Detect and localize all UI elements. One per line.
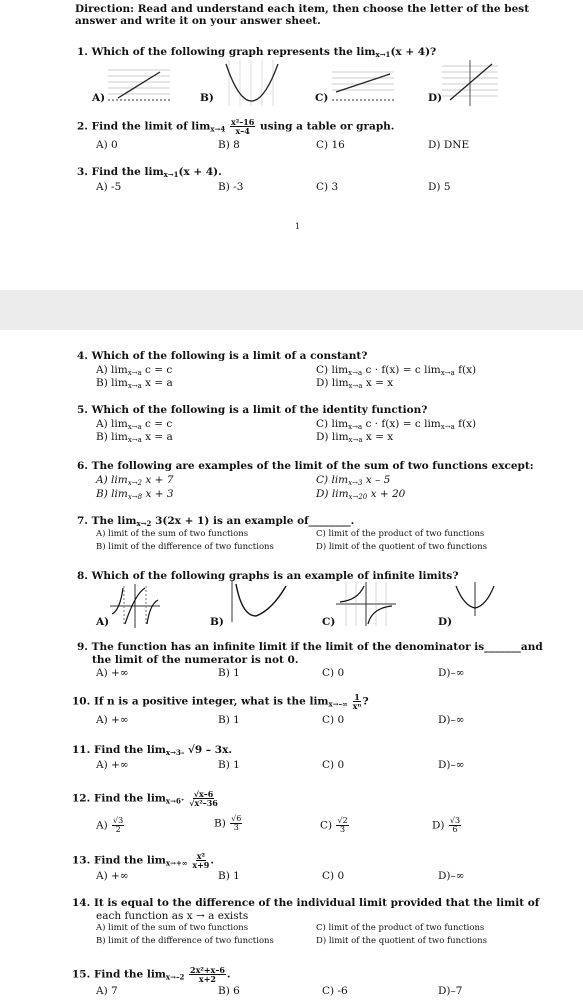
q6-text: The following are examples of the limit of the sum of two functions — [91, 460, 488, 472]
q13-sub: x→+∞ — [165, 858, 188, 868]
q12-a-frac — [112, 817, 124, 834]
q3-post: (x + 4). — [178, 166, 222, 178]
q3-number: 3. — [77, 166, 88, 178]
q15-fden: x+2 — [198, 974, 216, 984]
q6-except: except: — [491, 460, 534, 472]
q4-b-tail: x = a — [141, 377, 173, 389]
q12-c-label: C) — [320, 819, 333, 832]
q8-graph-b — [228, 580, 288, 622]
q14-option-b[interactable]: B) limit of the difference of two functions — [96, 936, 274, 946]
q5-a-sub: x→a — [127, 423, 142, 431]
q5-b-tail: x = a — [141, 431, 173, 443]
q1-option-d[interactable]: D) — [428, 92, 443, 104]
question-3 — [77, 166, 222, 179]
q2-option-d[interactable]: D) DNE — [428, 139, 470, 151]
q7-option-c[interactable]: C) limit of the product of two functions — [316, 529, 485, 539]
q7-post: 3(2x + 1) is an example of________. — [155, 515, 355, 527]
q13-option-a[interactable]: A) +∞ — [96, 870, 129, 882]
q15-option-b[interactable]: B) 6 — [218, 985, 240, 997]
page-1 — [0, 0, 583, 290]
q13-option-b[interactable]: B) 1 — [218, 870, 240, 882]
q10-fden: xⁿ — [352, 701, 362, 711]
q12-pre: Find the lim — [93, 792, 166, 805]
q2-option-b[interactable]: B) 8 — [218, 139, 240, 151]
q11-option-c[interactable]: C) 0 — [322, 759, 345, 771]
q9-option-d[interactable]: D)–∞ — [438, 667, 465, 679]
q4-c-sub: x→a — [348, 369, 363, 377]
q12-a-label: A) — [96, 819, 108, 832]
question-4 — [77, 350, 367, 362]
q5-c-mid: c · f(x) = c lim — [362, 418, 441, 430]
q4-d-sub: x→a — [348, 382, 363, 390]
q10-pre: If n is a positive integer, what is the lim — [93, 695, 329, 708]
q4-a-sub: x→a — [127, 369, 142, 377]
q13-fden: x+9 — [192, 860, 210, 870]
q5-option-d[interactable] — [316, 431, 393, 444]
question-10 — [72, 693, 369, 710]
q4-d-lim: D) lim — [316, 377, 349, 389]
q4-option-c[interactable] — [316, 364, 476, 377]
q14-option-a[interactable]: A) limit of the sum of two functions — [96, 923, 249, 933]
q8-graph-d — [452, 582, 498, 616]
q12-option-a[interactable] — [96, 817, 125, 834]
q12-c-num: √2 — [337, 816, 348, 825]
q1-option-a[interactable]: A) — [92, 92, 106, 104]
q5-option-b[interactable] — [96, 431, 173, 444]
q1-option-b[interactable]: B) — [200, 92, 214, 104]
q3-option-d[interactable]: D) 5 — [428, 181, 451, 193]
question-13 — [72, 852, 214, 869]
q5-d-sub: x→a — [348, 436, 363, 444]
q4-b-lim: B) lim — [96, 377, 128, 389]
q11-option-a[interactable]: A) +∞ — [96, 759, 129, 771]
q7-sub: x→2 — [136, 519, 152, 528]
q14-line1: It is equal to the difference of the individual limit provided that the limit of — [93, 897, 540, 909]
question-7 — [77, 515, 354, 528]
question-12 — [72, 790, 219, 807]
q6-d: D) lim — [316, 488, 349, 500]
question-11 — [72, 744, 232, 757]
q3-option-a[interactable]: A) -5 — [96, 181, 122, 193]
q6-btail: x + 3 — [142, 488, 174, 500]
q3-sub: x→1 — [163, 170, 179, 179]
q8-option-a[interactable]: A) — [96, 616, 110, 628]
q4-option-a[interactable] — [96, 364, 172, 377]
q15-number: 15. — [72, 968, 91, 981]
q12-b-frac — [230, 815, 242, 832]
q12-d-frac — [449, 817, 461, 834]
q11-option-b[interactable]: B) 1 — [218, 759, 240, 771]
q14-line2: each function as x → a exists — [96, 910, 249, 922]
q7-pre: The lim — [91, 515, 137, 527]
q5-b-lim: B) lim — [96, 431, 128, 443]
q6-option-c[interactable] — [316, 474, 390, 487]
q4-c-tail: f(x) — [454, 364, 477, 376]
q6-dsub: x→20 — [348, 493, 368, 501]
q5-b-sub: x→a — [127, 436, 142, 444]
q2-fraction — [230, 118, 255, 135]
q14-number: 14. — [72, 897, 91, 909]
q10-sub: x→–∞ — [328, 699, 348, 709]
q12-number: 12. — [72, 792, 91, 805]
q12-a-num: √3 — [113, 816, 124, 825]
q2-pre: Find the limit of lim — [91, 120, 211, 133]
direction-line-1 — [75, 3, 535, 27]
q10-option-d[interactable]: D)–∞ — [438, 714, 465, 726]
q12-d-den: 6 — [452, 825, 458, 834]
q13-option-c[interactable]: C) 0 — [322, 870, 345, 882]
question-5 — [77, 404, 427, 416]
q5-c-sub2: x→a — [440, 423, 455, 431]
q5-option-c[interactable] — [316, 418, 476, 431]
question-15 — [72, 966, 231, 983]
q12-c-den: 3 — [340, 825, 346, 834]
q14-option-d[interactable]: D) limit of the quotient of two functions — [316, 936, 487, 946]
q7-option-d[interactable]: D) limit of the quotient of two functions — [316, 542, 487, 552]
q5-a-tail: c = c — [141, 418, 173, 430]
q5-c-sub: x→a — [348, 423, 363, 431]
q6-b: B) lim — [96, 488, 128, 500]
q4-c-lim: C) lim — [316, 364, 349, 376]
q8-graph-c — [336, 582, 396, 626]
q2-post: using a table or graph. — [260, 120, 395, 133]
q1-graph-c — [332, 64, 394, 104]
q9-line2: the limit of the numerator is not 0. — [92, 654, 299, 666]
q12-fraction — [189, 790, 218, 807]
q2-option-c[interactable]: C) 16 — [316, 139, 345, 151]
q15-post: . — [226, 968, 231, 981]
q7-option-b[interactable]: B) limit of the difference of two functions — [96, 542, 274, 552]
q6-bsub: x→8 — [127, 493, 143, 501]
q11-sub: x→3– — [165, 748, 185, 757]
q6-option-a[interactable] — [96, 474, 173, 487]
q13-option-d[interactable]: D)–∞ — [438, 870, 465, 882]
q4-c-sub2: x→a — [440, 369, 455, 377]
question-14 — [72, 897, 539, 909]
q8-option-c[interactable]: C) — [322, 616, 336, 628]
q11-post: √9 – 3x. — [184, 744, 232, 756]
q9-number: 9. — [77, 641, 88, 653]
q2-option-a[interactable]: A) 0 — [96, 139, 118, 151]
q4-text: Which of the following is a limit of a constant? — [91, 350, 368, 362]
q11-option-d[interactable]: D)–∞ — [438, 759, 465, 771]
q1-text: Which of the following graph represents the lim — [91, 46, 376, 58]
q2-sub: x→4 — [210, 124, 226, 134]
q15-fraction — [189, 966, 226, 983]
q6-ctail: x – 5 — [362, 474, 391, 486]
q6-asub: x→2 — [127, 479, 142, 487]
q1-graph-d — [442, 60, 498, 106]
q1-sub: x→1 — [375, 50, 391, 59]
q11-pre: Find the lim — [93, 744, 166, 756]
q6-c: C) lim — [316, 474, 349, 486]
q9-option-b[interactable]: B) 1 — [218, 667, 240, 679]
q3-pre: Find the lim — [91, 166, 164, 178]
q4-number: 4. — [77, 350, 88, 362]
q1-number: 1. — [77, 46, 88, 58]
q12-d-num: √3 — [449, 816, 461, 825]
q14-option-c[interactable]: C) limit of the product of two functions — [316, 923, 485, 933]
q4-a-tail: c = c — [141, 364, 173, 376]
q13-fraction — [192, 852, 209, 869]
q1-option-c[interactable]: C) — [315, 92, 329, 104]
q6-option-d[interactable] — [316, 488, 405, 501]
q8-number: 8. — [77, 570, 88, 582]
q13-pre: Find the lim — [93, 854, 166, 867]
q13-fnum: x² — [196, 851, 205, 861]
question-6 — [77, 460, 534, 472]
q4-b-sub: x→a — [127, 382, 142, 390]
q2-number: 2. — [77, 120, 88, 133]
q15-fnum: 2x²+x–6 — [190, 965, 225, 975]
q9-option-c[interactable]: C) 0 — [322, 667, 345, 679]
q5-c-lim: C) lim — [316, 418, 349, 430]
q9-line1: The function has an infinite limit if the limit of the denominator is_______and — [91, 641, 543, 653]
q4-c-mid: c · f(x) = c lim — [362, 364, 441, 376]
q9-option-a[interactable]: A) +∞ — [96, 667, 129, 679]
q12-option-b[interactable] — [214, 815, 243, 832]
q10-option-b[interactable]: B) 1 — [218, 714, 240, 726]
q5-text: Which of the following is a limit of the identity function? — [91, 404, 428, 416]
q12-d-label: D) — [432, 819, 445, 832]
q10-option-c[interactable]: C) 0 — [322, 714, 345, 726]
q12-b-label: B) — [214, 817, 226, 830]
q15-option-a[interactable]: A) 7 — [96, 985, 118, 997]
q12-option-c[interactable] — [320, 817, 350, 834]
q12-b-num: √6 — [231, 814, 242, 823]
q12-option-d[interactable] — [432, 817, 462, 834]
q8-option-d[interactable]: D) — [438, 616, 453, 628]
q6-dtail: x + 20 — [367, 488, 406, 500]
q10-fraction — [353, 693, 362, 710]
q15-option-d[interactable]: D)–7 — [438, 985, 463, 997]
q15-sub: x→–2 — [165, 972, 185, 982]
q6-a: A) lim — [96, 474, 128, 486]
q10-option-a[interactable]: A) +∞ — [96, 714, 129, 726]
direction-text: Direction: Read and understand each item, then choose the letter of the best answer and write it on your answer sheet. — [75, 3, 530, 28]
question-9 — [77, 641, 543, 653]
question-1 — [77, 46, 436, 59]
q8-graph-a — [110, 584, 160, 628]
q4-option-b[interactable] — [96, 377, 173, 390]
q12-c-frac — [336, 817, 348, 834]
page-2 — [0, 330, 583, 1004]
q12-a-den: 2 — [115, 825, 121, 834]
q5-c-tail: f(x) — [454, 418, 477, 430]
q2-fden: x–4 — [235, 126, 250, 136]
q3-option-c[interactable]: C) 3 — [316, 181, 339, 193]
q5-option-a[interactable] — [96, 418, 172, 431]
q13-post: . — [210, 854, 215, 867]
q6-atail: x + 7 — [141, 474, 174, 486]
question-2 — [77, 118, 394, 135]
q7-number: 7. — [77, 515, 88, 527]
q12-sub: x→6⁺ — [165, 796, 185, 806]
q4-d-tail: x = x — [362, 377, 394, 389]
q5-d-lim: D) lim — [316, 431, 349, 443]
q7-option-a[interactable]: A) limit of the sum of two functions — [96, 529, 249, 539]
q2-fnum: x²–16 — [230, 117, 255, 127]
q5-d-tail: x = x — [362, 431, 394, 443]
q10-number: 10. — [72, 695, 91, 708]
q8-text: Which of the following graphs is an example of infinite limits? — [91, 570, 459, 582]
q13-number: 13. — [72, 854, 91, 867]
q6-csub: x→3 — [348, 479, 363, 487]
q6-option-b[interactable] — [96, 488, 174, 501]
q6-number: 6. — [77, 460, 88, 472]
q12-b-den: 3 — [233, 823, 239, 832]
q15-pre: Find the lim — [93, 968, 166, 981]
q8-option-b[interactable]: B) — [210, 616, 224, 628]
q10-fnum: 1 — [354, 692, 360, 702]
q1-graph-a — [108, 64, 170, 104]
q4-a-lim: A) lim — [96, 364, 128, 376]
q12-fnum: √x–6 — [193, 789, 214, 799]
q1-graph-b — [218, 60, 284, 106]
q1-tail: (x + 4)? — [390, 46, 437, 58]
q4-option-d[interactable] — [316, 377, 393, 390]
q11-number: 11. — [72, 744, 91, 756]
page-number: 1 — [295, 222, 301, 231]
q5-number: 5. — [77, 404, 88, 416]
q15-option-c[interactable]: C) -6 — [322, 985, 348, 997]
q12-fden: √x²–36 — [189, 798, 218, 808]
q10-post: ? — [362, 695, 369, 708]
q5-a-lim: A) lim — [96, 418, 128, 430]
q3-option-b[interactable]: B) -3 — [218, 181, 244, 193]
